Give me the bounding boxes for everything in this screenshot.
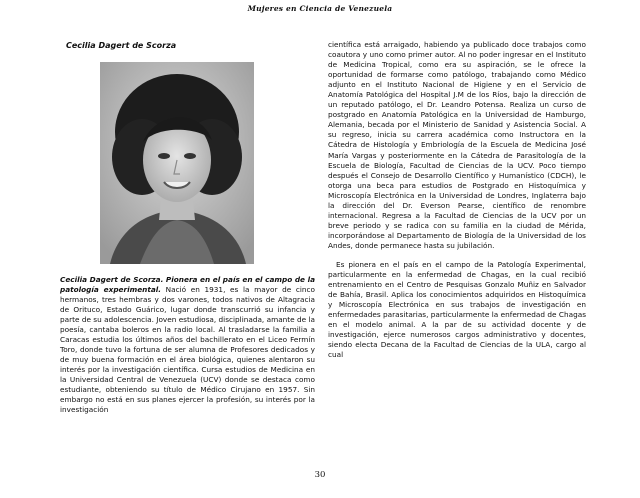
portrait-image — [100, 62, 254, 264]
caption-lead: Cecilia Dagert de Scorza. Pionera en el país en el campo de la patología experimental. — [60, 275, 315, 294]
left-body-text: Nació en 1931, es la mayor de cinco hermanos, tres hembras y dos varones, todos nativos de Altagracia de Orituco, Estado Guárico, lugar donde transcurrió su infancia y parte de su adolescencia. Joven estudiosa, disciplinada, amante de la poesía, cantaba boleros en la radio local. Al trasladarse la familia a Caracas estudia los últimos años del bachillerato en el Liceo Fermín Toro, donde tuvo la fortuna de ser alumna de Profesores dedicados y de muy buena formación en el área biológica, quienes alentaron su interés por la investigación científica. Cursa estudios de Medicina en la Universidad Central de Venezuela (UCV) donde se destaca como estudiante, obteniendo su título de Médico Cirujano en 1957. Sin embargo no está en sus planes ejercer la profesión, su interés por la investigación — [60, 285, 315, 414]
right-paragraph-2: Es pionera en el país en el campo de la Patología Experimental, particularmente en la enfermedad de Chagas, en la cual recibió entrenamiento en el Centro de Pesquisas Gonzalo Muñiz en Salvador de Bahía, Brasil. Aplica los conocimientos adquiridos en Histoquímica y Microscopía Electrónica en sus trabajos de investigación en enfermedades parasitarias, particularmente la enfermedad de Chagas en el modelo animal. A la par de su actividad docente y de investigación, ejerce numerosos cargos administrativo y docentes, siendo electa Decana de la Facultad de Ciencias de la ULA, cargo al cual — [328, 259, 586, 360]
right-paragraph-1: científica está arraigado, habiendo ya publicado doce trabajos como coautora y uno como primer autor. Al no poder ingresar en el Instituto de Medicina Tropical, como era su aspiración, se le ofrece la oportunidad de formarse como patólogo, trabajando como Médico adjunto en el Instituto Nacional de Higiene y en el Servicio de Anatomía Patológica del Hospital J.M de los Ríos, bajo la dirección de un reputado patólogo, el Dr. Leandro Potensa. Realiza un curso de postgrado en Anatomía Patológica en la Universidad de Hamburgo, Alemania, becada por el Ministerio de Sanidad y Asistencia Social. A su regreso, inicia su carrera académica como Instructora en la Cátedra de Histología y Embriología de la Escuela de Medicina José María Vargas y posteriormente en la Cátedra de Parasitología de la Escuela de Biología, Facultad de Ciencias de la UCV. Poco tiempo después el Consejo de Desarrollo Científico y Humanístico (CDCH), le otorga una beca para estudios de Postgrado en Histoquímica y Microscopía Electrónica en la Universidad de Londres, Inglaterra bajo la dirección del Dr. Everson Pearse, científico de renombre internacional. Regresa a la Facultad de Ciencias de la UCV por un breve periodo y se radica con su familia en la ciudad de Mérida, incorporándose al Departamento de Biología de la Universidad de los Andes, donde permanece hasta su jubilación. — [328, 40, 586, 250]
running-header: Mujeres en Ciencia de Venezuela — [247, 4, 393, 13]
portrait-photo — [100, 62, 254, 264]
page-number: 30 — [314, 470, 326, 480]
right-column-text — [328, 40, 586, 360]
left-column-text — [60, 275, 315, 415]
author-name: Cecilia Dagert de Scorza — [66, 41, 177, 50]
